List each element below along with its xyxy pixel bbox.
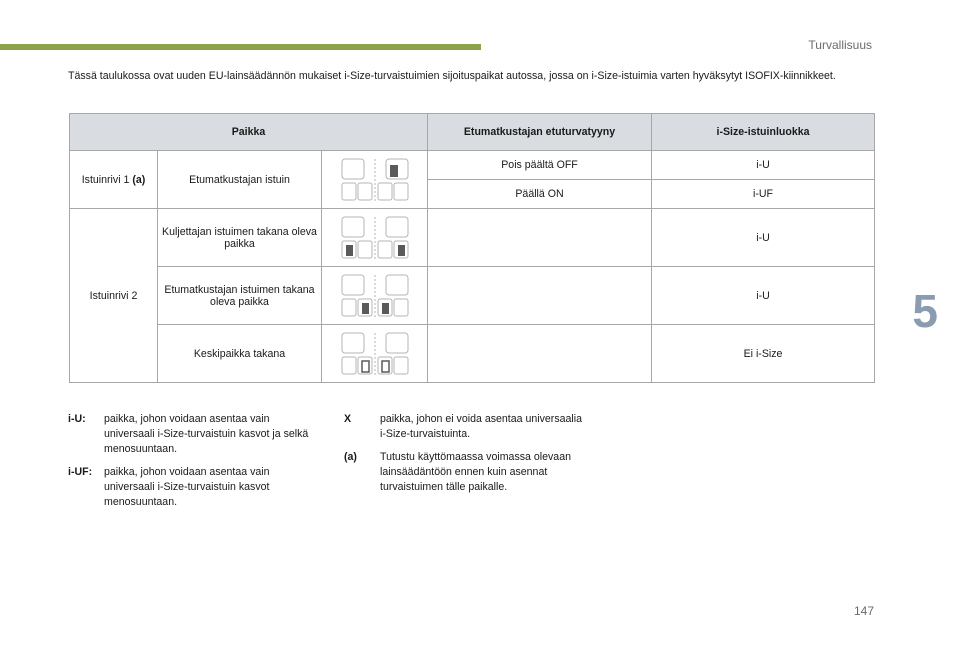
airbag-empty-behind-driver [428,209,652,267]
car-seat-diagram-icon [336,331,414,377]
legend-note-a: (a) Tutustu käyttömaassa voimassa olevaan lainsäädäntöön ennen kuin asennat turvaistuimen tälle paikalle. [344,451,571,493]
car-seat-diagram-icon [336,157,414,203]
airbag-empty-behind-passenger [428,267,652,325]
isize-seat-table [69,113,875,383]
chapter-number: 5 [912,285,938,337]
intro-paragraph: Tässä taulukossa ovat uuden EU-lainsäädännön mukaiset i-Size-turvaistuimien sijoituspaikat autossa, jossa on i-Size-istuimia varten hyväksytyt ISOFIX-kiinnikkeet. [68,70,836,82]
row-label-row2: Istuinrivi 2 [70,209,158,383]
class-airbag-on: i-UF [652,180,875,209]
car-seat-diagram-icon [336,273,414,319]
seat-diagram-behind-passenger [322,267,428,325]
legend-iuf: i-UF: paikka, johon voidaan asentaa vain universaali i-Size-turvaistuin kasvot menosuuntaan. [68,466,270,508]
seat-diagram-front-passenger [322,151,428,209]
legend-x: X paikka, johon ei voida asentaa universaalia i-Size-turvaistuinta. [344,413,583,440]
section-accent-bar [0,44,481,50]
class-middle-rear: Ei i-Size [652,325,875,383]
seat-diagram-middle-rear [322,325,428,383]
class-behind-driver: i-U [652,209,875,267]
page-number: 147 [853,604,874,618]
seat-middle-rear: Keskipaikka takana [158,325,322,383]
class-airbag-off: i-U [652,151,875,180]
airbag-on: Päällä ON [428,180,652,209]
seat-behind-driver: Kuljettajan istuimen takana oleva paikka [158,209,322,267]
header-position: Paikka [70,114,428,151]
row-label-row1: Istuinrivi 1 (a) [70,151,158,209]
legend-iu: i-U: paikka, johon voidaan asentaa vain universaali i-Size-turvaistuin kasvot ja selkä menosuuntaan. [68,413,309,455]
airbag-off: Pois päältä OFF [428,151,652,180]
header-airbag: Etumatkustajan etuturvatyyny [428,114,652,151]
class-behind-passenger: i-U [652,267,875,325]
header-class: i-Size-istuinluokka [652,114,875,151]
note-a-marker: (a) [132,173,146,186]
seat-front-passenger: Etumatkustajan istuin [158,151,322,209]
section-name: Turvallisuus [808,38,872,52]
car-seat-diagram-icon [336,215,414,261]
airbag-empty-middle-rear [428,325,652,383]
seat-diagram-behind-driver [322,209,428,267]
seat-behind-passenger: Etumatkustajan istuimen takana oleva paikka [158,267,322,325]
